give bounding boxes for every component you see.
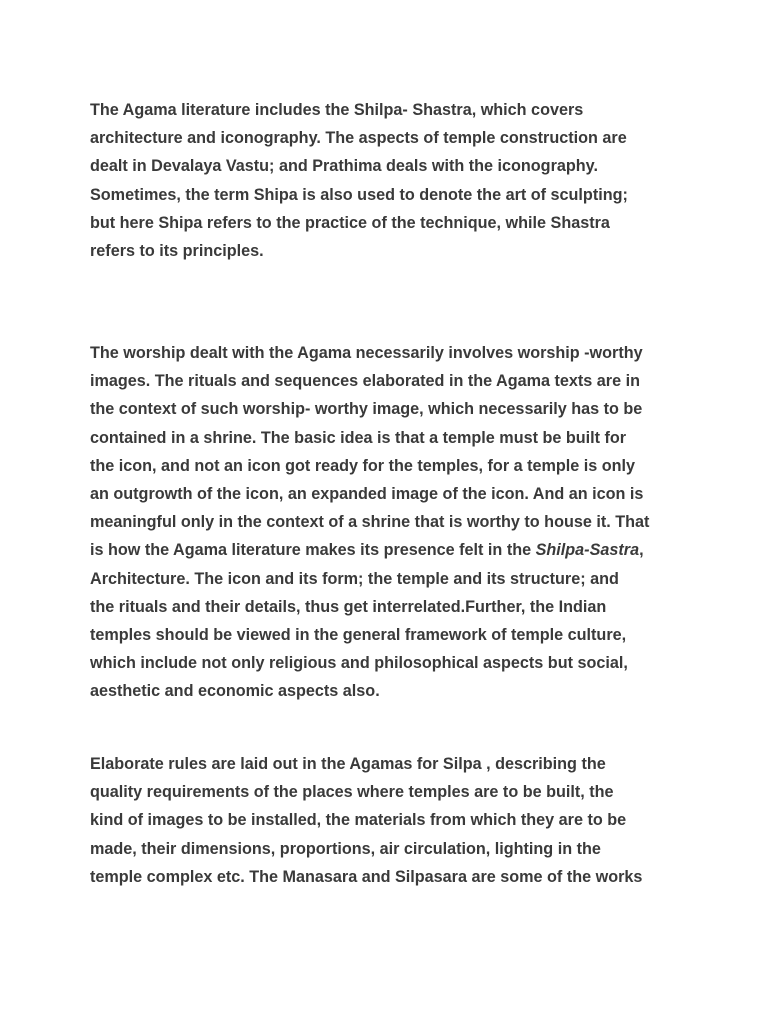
text-line: Architecture. The icon and its form; the temple and its structure; and bbox=[90, 569, 619, 588]
italic-term: Shilpa-Sastra bbox=[535, 541, 640, 560]
text-line: temple complex etc. The Manasara and Silpasara are some of the works bbox=[90, 867, 643, 886]
text-line: kind of images to be installed, the materials from which they are to be bbox=[90, 811, 627, 830]
text-line: made, their dimensions, proportions, air circulation, lighting in the bbox=[90, 839, 601, 858]
text-line: meaningful only in the context of a shrine that is worthy to house it. That bbox=[90, 513, 650, 532]
document-page bbox=[90, 0, 690, 1024]
text-segment: , bbox=[639, 541, 644, 560]
text-line: images. The rituals and sequences elaborated in the Agama texts are in bbox=[90, 372, 640, 391]
text-line: but here Shipa refers to the practice of the technique, while Shastra bbox=[90, 213, 610, 232]
text-line: architecture and iconography. The aspects of temple construction are bbox=[90, 129, 627, 148]
text-line: The Agama literature includes the Shilpa- Shastra, which covers bbox=[90, 101, 584, 119]
text-line: aesthetic and economic aspects also. bbox=[90, 682, 380, 701]
text-line: contained in a shrine. The basic idea is that a temple must be built for bbox=[90, 428, 627, 447]
text-line: quality requirements of the places where temples are to be built, the bbox=[90, 783, 614, 802]
text-line: the icon, and not an icon got ready for the temples, for a temple is only bbox=[90, 456, 636, 475]
text-line: refers to its principles. bbox=[90, 241, 264, 260]
paragraph-shilpa-shastra bbox=[90, 96, 690, 265]
text-line: the rituals and their details, thus get interrelated.Further, the Indian bbox=[90, 597, 607, 616]
text-line: which include not only religious and philosophical aspects but social, bbox=[90, 654, 628, 673]
text-line: temples should be viewed in the general framework of temple culture, bbox=[90, 625, 627, 644]
text-line: the context of such worship- worthy image, which necessarily has to be bbox=[90, 400, 643, 419]
text-line: an outgrowth of the icon, an expanded image of the icon. And an icon is bbox=[90, 484, 644, 503]
text-line-with-italic bbox=[90, 536, 690, 564]
text-line: Sometimes, the term Shipa is also used to denote the art of sculpting; bbox=[90, 185, 628, 204]
paragraph-worship bbox=[90, 339, 690, 705]
text-line: Elaborate rules are laid out in the Agamas for Silpa , describing the bbox=[90, 755, 606, 773]
text-line: dealt in Devalaya Vastu; and Prathima deals with the iconography. bbox=[90, 157, 598, 176]
paragraph-silpa-rules bbox=[90, 750, 690, 891]
text-line: The worship dealt with the Agama necessarily involves worship -worthy bbox=[90, 344, 643, 362]
text-segment: is how the Agama literature makes its presence felt in the bbox=[90, 541, 536, 560]
